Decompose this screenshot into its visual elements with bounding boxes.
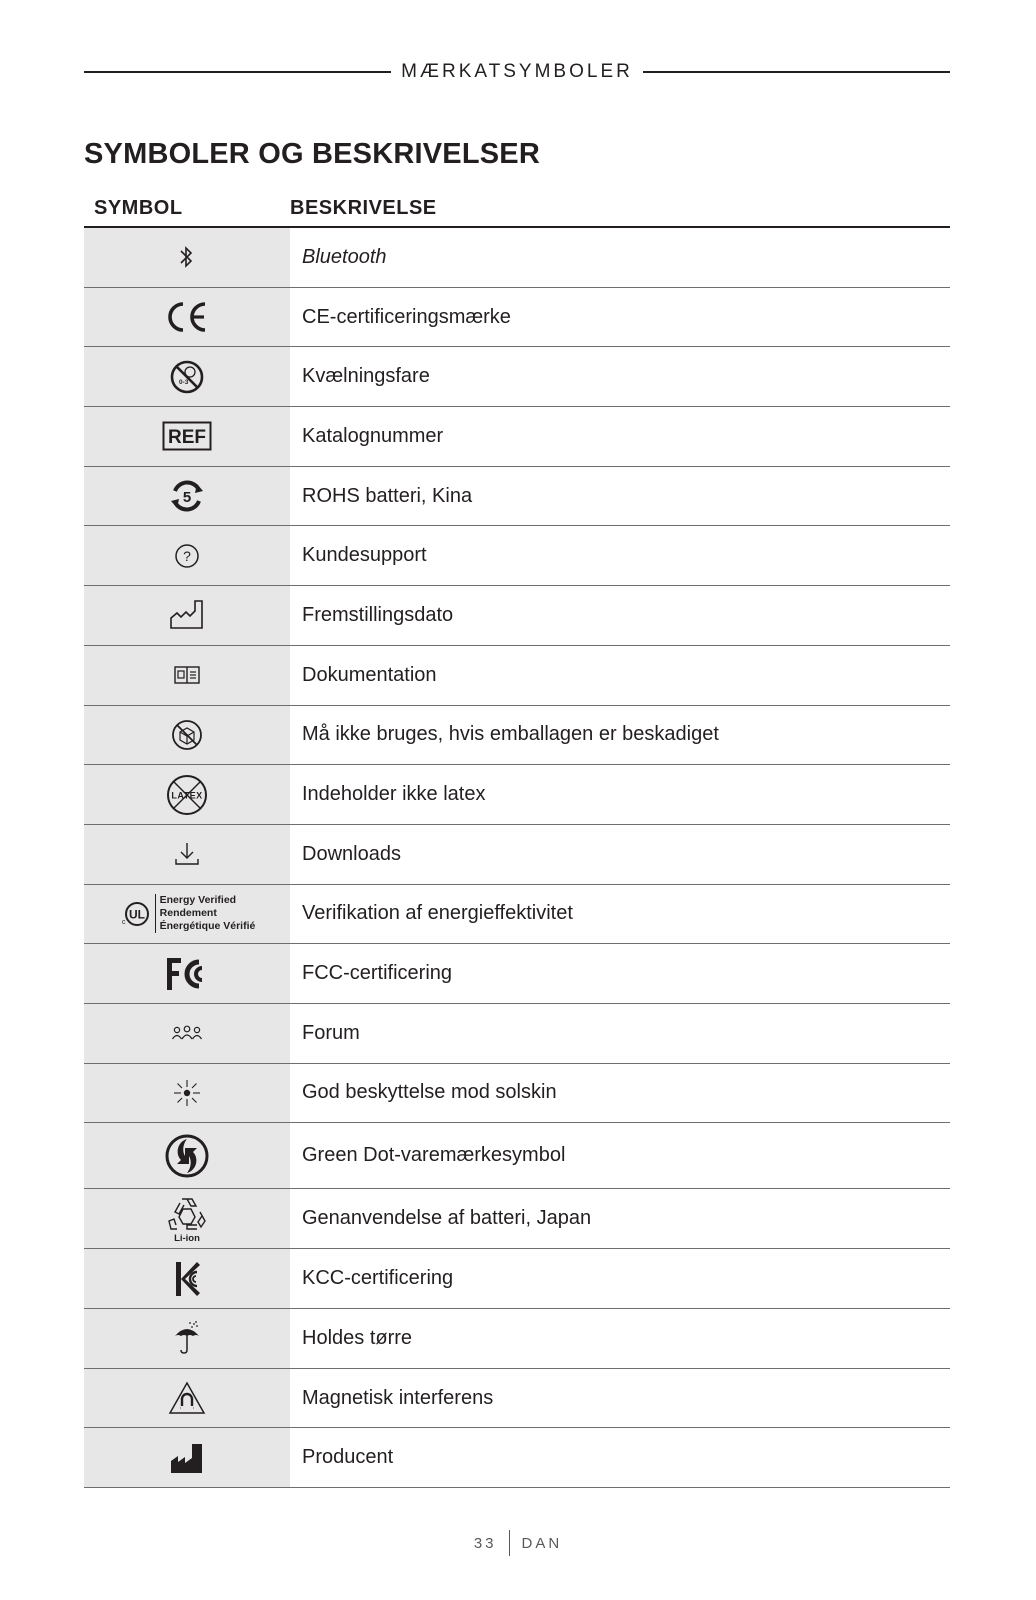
- table-row: [84, 646, 950, 706]
- symbol-cell: [84, 944, 290, 1003]
- svg-text:Li-ion: Li-ion: [174, 1232, 200, 1243]
- documentation-icon: [173, 664, 201, 686]
- header-rule-right: [643, 71, 950, 73]
- svg-text:REF: REF: [168, 427, 206, 449]
- table-row: [84, 1004, 950, 1064]
- table-row: [84, 526, 950, 586]
- description-cell: Forum: [302, 1021, 360, 1044]
- description-cell: Green Dot-varemærkesymbol: [302, 1144, 566, 1167]
- rohs-china-icon: [168, 478, 206, 514]
- no-latex-icon: [166, 774, 208, 816]
- description-cell: Bluetooth: [302, 245, 387, 268]
- table-row: [84, 765, 950, 825]
- description-cell: CE-certificeringsmærke: [302, 305, 511, 328]
- choking-hazard-icon: [169, 359, 205, 395]
- table-row: [84, 586, 950, 646]
- symbol-cell: [84, 347, 290, 406]
- table-row: [84, 706, 950, 766]
- table-row: [84, 1189, 950, 1249]
- manufacture-date-icon: [169, 598, 205, 632]
- symbol-cell: [84, 288, 290, 347]
- symbol-cell: [84, 1123, 290, 1188]
- table-row: [84, 1428, 950, 1488]
- symbol-cell: [84, 586, 290, 645]
- li-ion-recycle-icon: [167, 1195, 207, 1243]
- table-header: [84, 191, 950, 228]
- symbol-cell: [84, 1064, 290, 1123]
- header-rule-left: [84, 71, 391, 73]
- symbol-cell: [84, 706, 290, 765]
- kcc-icon: [173, 1260, 201, 1298]
- table-row: [84, 1249, 950, 1309]
- symbol-cell: [84, 1189, 290, 1248]
- description-cell: Kvælningsfare: [302, 365, 430, 388]
- description-cell: Magnetisk interferens: [302, 1386, 494, 1409]
- symbol-cell: [84, 467, 290, 526]
- description-cell: FCC-certificering: [302, 962, 453, 985]
- column-header-description: BESKRIVELSE: [290, 197, 437, 219]
- svg-text:0-3: 0-3: [179, 378, 189, 386]
- table-row: [84, 467, 950, 527]
- page-number: 33: [473, 1534, 497, 1552]
- description-cell: Må ikke bruges, hvis emballagen er beskadiget: [302, 723, 719, 746]
- symbol-cell: [84, 1249, 290, 1308]
- svg-text:5: 5: [182, 489, 192, 507]
- symbol-cell: [84, 765, 290, 824]
- table-row: [84, 228, 950, 288]
- download-icon: [173, 840, 201, 868]
- symbol-cell: [84, 526, 290, 585]
- bluetooth-icon: [177, 243, 197, 271]
- ul-energy-verified-icon: [119, 894, 256, 933]
- fcc-icon: [164, 956, 210, 992]
- damaged-package-icon: [170, 718, 204, 752]
- column-header-symbol: SYMBOL: [94, 197, 183, 219]
- section-header: [84, 60, 950, 84]
- description-cell: Dokumentation: [302, 663, 437, 686]
- symbol-cell: [84, 1369, 290, 1428]
- symbol-cell: [84, 1428, 290, 1487]
- description-cell: Kundesupport: [302, 544, 427, 567]
- description-cell: Fremstillingsdato: [302, 603, 454, 626]
- description-cell: Indeholder ikke latex: [302, 783, 486, 806]
- description-cell: KCC-certificering: [302, 1267, 454, 1290]
- ref-icon: [162, 421, 212, 451]
- page-footer: [0, 1530, 1036, 1556]
- svg-text:c: c: [121, 918, 126, 926]
- svg-text:LATEX: LATEX: [171, 790, 203, 801]
- symbols-table: [84, 191, 950, 1488]
- table-row: [84, 347, 950, 407]
- description-cell: Genanvendelse af batteri, Japan: [302, 1207, 592, 1230]
- language-code: DAN: [521, 1534, 563, 1552]
- symbol-cell: [84, 407, 290, 466]
- manufacturer-icon: [169, 1441, 205, 1475]
- symbol-cell: [84, 1004, 290, 1063]
- table-row: [84, 407, 950, 467]
- ul-energy-text: Energy Verified Rendement Énergétique Vérifié: [155, 894, 256, 933]
- symbol-cell: [84, 825, 290, 884]
- ul-logo-icon: [119, 899, 151, 929]
- description-cell: Downloads: [302, 842, 401, 865]
- table-row: [84, 1369, 950, 1429]
- table-row: [84, 1123, 950, 1189]
- description-cell: ROHS batteri, Kina: [302, 484, 473, 507]
- green-dot-icon: [165, 1134, 209, 1178]
- table-row: [84, 1309, 950, 1369]
- description-cell: Katalognummer: [302, 424, 444, 447]
- table-row: [84, 1064, 950, 1124]
- description-cell: God beskyttelse mod solskin: [302, 1081, 557, 1104]
- section-label: MÆRKATSYMBOLER: [401, 61, 633, 82]
- page-title: SYMBOLER OG BESKRIVELSER: [84, 138, 540, 170]
- symbol-cell: [84, 228, 290, 287]
- table-row: [84, 825, 950, 885]
- description-cell: Verifikation af energieffektivitet: [302, 902, 573, 925]
- svg-text:UL: UL: [128, 907, 145, 922]
- description-cell: Holdes tørre: [302, 1326, 413, 1349]
- svg-text:?: ?: [183, 547, 191, 564]
- ce-mark-icon: [165, 301, 209, 333]
- symbol-cell: [84, 1309, 290, 1368]
- symbol-cell: [84, 646, 290, 705]
- sun-protection-icon: [172, 1078, 202, 1108]
- table-row: [84, 288, 950, 348]
- keep-dry-icon: [172, 1320, 202, 1356]
- table-row: [84, 944, 950, 1004]
- question-circle-icon: [173, 542, 201, 570]
- description-cell: Producent: [302, 1446, 394, 1469]
- footer-divider: [509, 1530, 510, 1556]
- symbol-cell: [84, 885, 290, 944]
- forum-icon: [171, 1023, 203, 1043]
- table-row: [84, 885, 950, 945]
- magnetic-interference-icon: [167, 1380, 207, 1416]
